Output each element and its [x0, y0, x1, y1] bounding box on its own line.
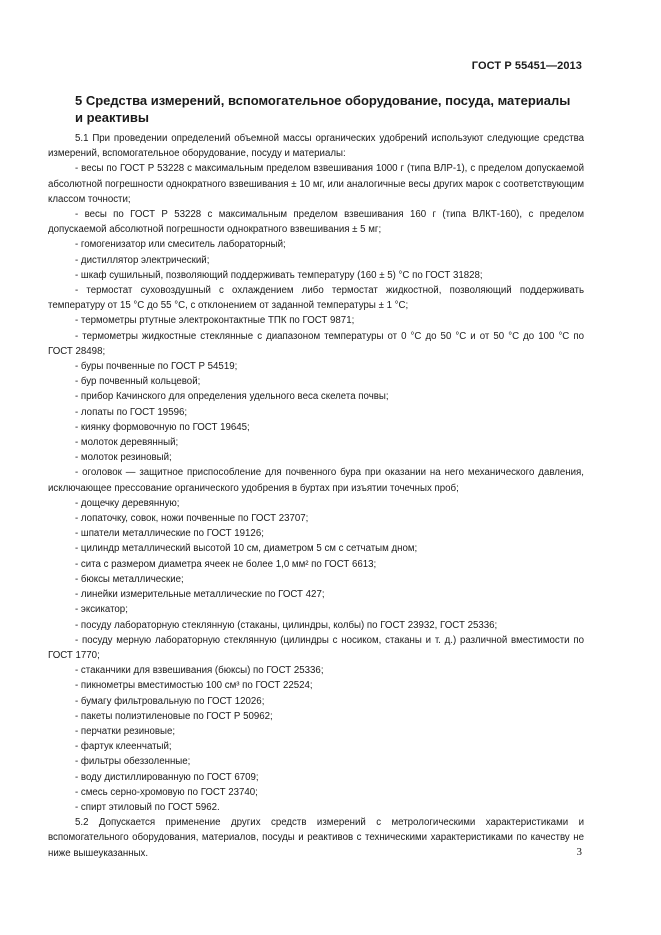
paragraph: - стаканчики для взвешивания (бюксы) по ГОСТ 25336;: [75, 665, 324, 677]
paragraph: - посуду мерную лабораторную стеклянную (цилиндры с носиком, стаканы и т. д.) различной вместимости по ГОСТ 1770;: [48, 634, 584, 661]
section-body: [48, 131, 584, 861]
paragraph: - весы по ГОСТ Р 53228 с максимальным пределом взвешивания 160 г (типа ВЛКТ-160), с пределом допускаемой абсолютной погрешности однократного взвешивания ± 5 мг;: [48, 209, 584, 236]
paragraph: - смесь серно-хромовую по ГОСТ 23740;: [75, 786, 258, 798]
paragraph: - шпатели металлические по ГОСТ 19126;: [75, 528, 264, 540]
paragraph: - фартук клеенчатый;: [75, 741, 172, 753]
paragraph: - фильтры обеззоленные;: [75, 756, 191, 768]
paragraph: - киянку формовочную по ГОСТ 19645;: [75, 421, 250, 433]
paragraph: - пикнометры вместимостью 100 см³ по ГОСТ 22524;: [75, 680, 313, 692]
paragraph: - бумагу фильтровальную по ГОСТ 12026;: [75, 695, 265, 707]
page-number: 3: [576, 846, 582, 858]
paragraph: - посуду лабораторную стеклянную (стаканы, цилиндры, колбы) по ГОСТ 23932, ГОСТ 25336;: [75, 619, 498, 631]
paragraph: - воду дистиллированную по ГОСТ 6709;: [75, 771, 259, 783]
paragraph: - дистиллятор электрический;: [75, 254, 210, 266]
paragraph: - молоток деревянный;: [75, 437, 179, 449]
paragraph: - бюксы металлические;: [75, 573, 184, 585]
paragraph: - эксикатор;: [75, 604, 128, 616]
paragraph: - лопаты по ГОСТ 19596;: [75, 406, 188, 418]
paragraph: 5.2 Допускается применение других средств измерений с метрологическими характеристиками и вспомогательного оборудования, материалов, посуды и реактивов с техническими характеристиками по качеству не ниже вышеуказанных.: [48, 817, 584, 859]
paragraph: 5.1 При проведении определений объемной массы органических удобрений используют следующие средства измерений, вспомогательное оборудование, посуду и материалы:: [48, 133, 584, 160]
paragraph: - дощечку деревянную;: [75, 497, 180, 509]
paragraph: - лопаточку, совок, ножи почвенные по ГОСТ 23707;: [75, 513, 309, 525]
paragraph: - термостат суховоздушный с охлаждением либо термостат жидкостной, позволяющий поддерживать температуру от 15 °С до 55 °С, с отклонением от заданной температуры ± 1 °С;: [48, 285, 584, 312]
paragraph: - пакеты полиэтиленовые по ГОСТ Р 50962;: [75, 710, 273, 722]
paragraph: - прибор Качинского для определения удельного веса скелета почвы;: [75, 391, 389, 403]
paragraph: - гомогенизатор или смеситель лабораторный;: [75, 239, 286, 251]
paragraph: - перчатки резиновые;: [75, 725, 176, 737]
paragraph: - термометры ртутные электроконтактные ТПК по ГОСТ 9871;: [75, 315, 355, 327]
paragraph: - шкаф сушильный, позволяющий поддерживать температуру (160 ± 5) °С по ГОСТ 31828;: [75, 269, 483, 281]
document-id-header: ГОСТ Р 55451—2013: [471, 60, 582, 72]
paragraph: - весы по ГОСТ Р 53228 с максимальным пределом взвешивания 1000 г (типа ВЛР-1), с пределом допускаемой абсолютной погрешности однократного взвешивания ± 10 мг, или аналогичные весы других марок с соответствующим классом точности;: [48, 163, 584, 205]
paragraph: - бур почвенный кольцевой;: [75, 376, 201, 388]
section-title: 5 Средства измерений, вспомогательное оборудование, посуда, материалы и реактивы: [75, 93, 571, 125]
paragraph: - молоток резиновый;: [75, 452, 172, 464]
paragraph: - линейки измерительные металлические по ГОСТ 427;: [75, 589, 325, 601]
paragraph: - спирт этиловый по ГОСТ 5962.: [75, 801, 220, 813]
paragraph: - термометры жидкостные стеклянные с диапазоном температуры от 0 °С до 50 °С и от 50 °С до 100 °С по ГОСТ 28498;: [48, 330, 584, 357]
paragraph: - цилиндр металлический высотой 10 см, диаметром 5 см с сетчатым дном;: [75, 543, 418, 555]
paragraph: - буры почвенные по ГОСТ Р 54519;: [75, 361, 238, 373]
paragraph: - сита с размером диаметра ячеек не более 1,0 мм² по ГОСТ 6613;: [75, 558, 377, 570]
paragraph: - оголовок — защитное приспособление для почвенного бура при оказании на него механического давления, исключающее прессование органического удобрения в буртах при изъятии точечных проб;: [48, 467, 584, 494]
